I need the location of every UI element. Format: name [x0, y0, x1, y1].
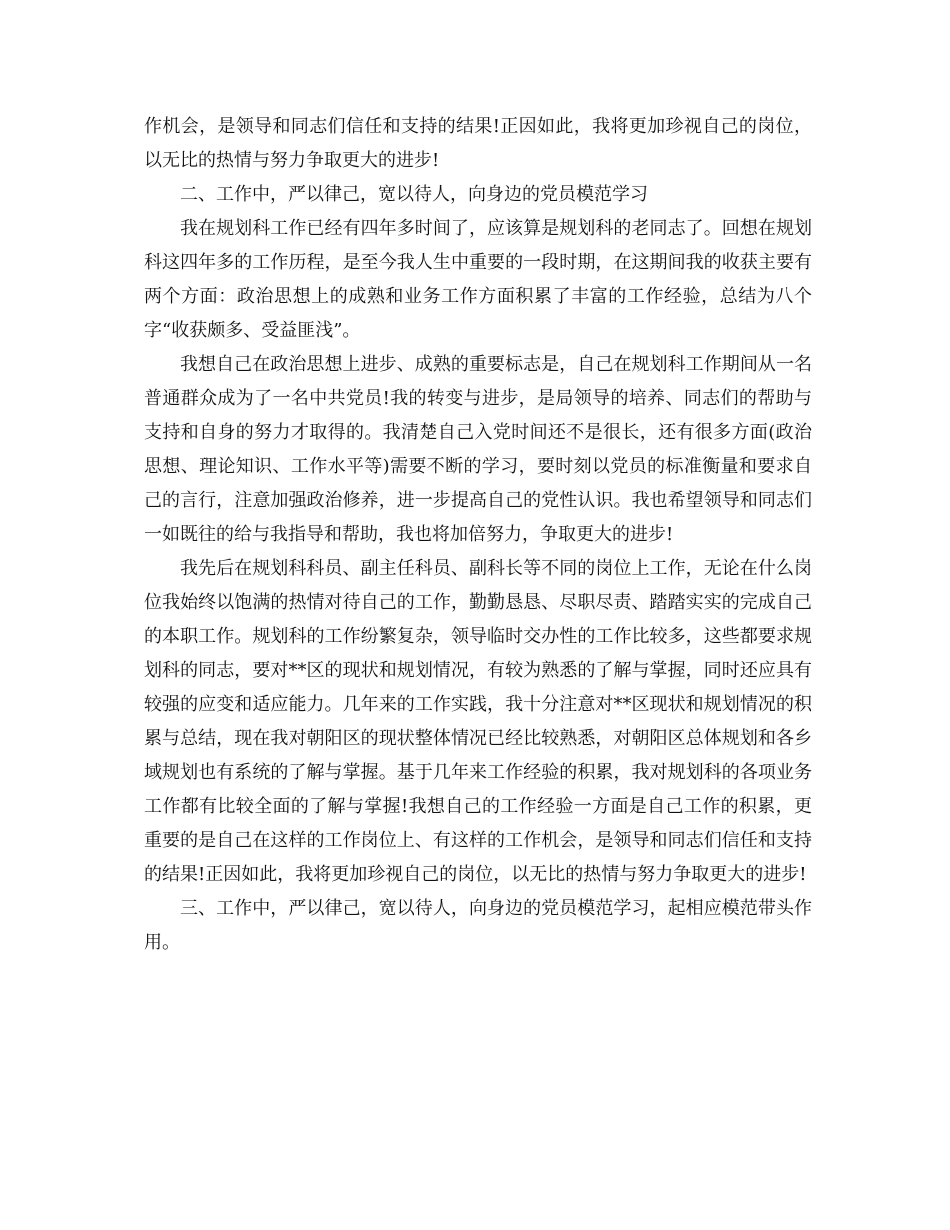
- section-heading-two: 二、工作中，严以律己，宽以待人，向身边的党员模范学习: [180, 184, 648, 205]
- paragraph-job-duties: 我先后在规划科科员、副主任科员、副科长等不同的岗位上工作，无论在什么岗位我始终以饱满的热情对待自己的工作，勤勤恳恳、尽职尽责、踏踏实实的完成自己的本职工作。规划科的工作纷繁复杂，领导临时交办性的工作比较多，这些都要求规划科的同志，要对**区的现状和规划情况，有较为熟悉的了解与掌握，同时还应具有较强的应变和适应能力。几年来的工作实践，我十分注意对**区现状和规划情况的积累与总结，现在我对朝阳区的现状整体情况已经比较熟悉，对朝阳区总体规划和各乡域规划也有系统的了解与掌握。基于几年来工作经验的积累，我对规划科的各项业务工作都有比较全面的了解与掌握!我想自己的工作经验一方面是自己工作的积累，更重要的是自己在这样的工作岗位上、有这样的工作机会，是领导和同志们信任和支持的结果!正因如此，我将更加珍视自己的岗位，以无比的热情与努力争取更大的进步!: [144, 558, 812, 885]
- paragraph-work-history: 我在规划科工作已经有四年多时间了，应该算是规划科的老同志了。回想在规划科这四年多的工作历程，是至今我人生中重要的一段时期，在这期间我的收获主要有两个方面：政治思想上的成熟和业务工作方面积累了丰富的工作经验，总结为八个字“收获颇多、受益匪浅”。: [144, 218, 812, 341]
- paragraph-political-growth: 我想自己在政治思想上进步、成熟的重要标志是，自己在规划科工作期间从一名普通群众成为了一名中共党员!我的转变与进步，是局领导的培养、同志们的帮助与支持和自身的努力才取得的。我清楚自己入党时间还不是很长，还有很多方面(政治思想、理论知识、工作水平等)需要不断的学习，要时刻以党员的标准衡量和要求自己的言行，注意加强政治修养，进一步提高自己的党性认识。我也希望领导和同志们一如既往的给与我指导和帮助，我也将加倍努力，争取更大的进步!: [144, 354, 812, 545]
- document-body: [144, 110, 812, 960]
- section-heading-three: 三、工作中，严以律己，宽以待人，向身边的党员模范学习，起相应模范带头作用。: [144, 898, 812, 953]
- paragraph-continuation: 作机会，是领导和同志们信任和支持的结果!正因如此，我将更加珍视自己的岗位，以无比的热情与努力争取更大的进步!: [144, 116, 812, 171]
